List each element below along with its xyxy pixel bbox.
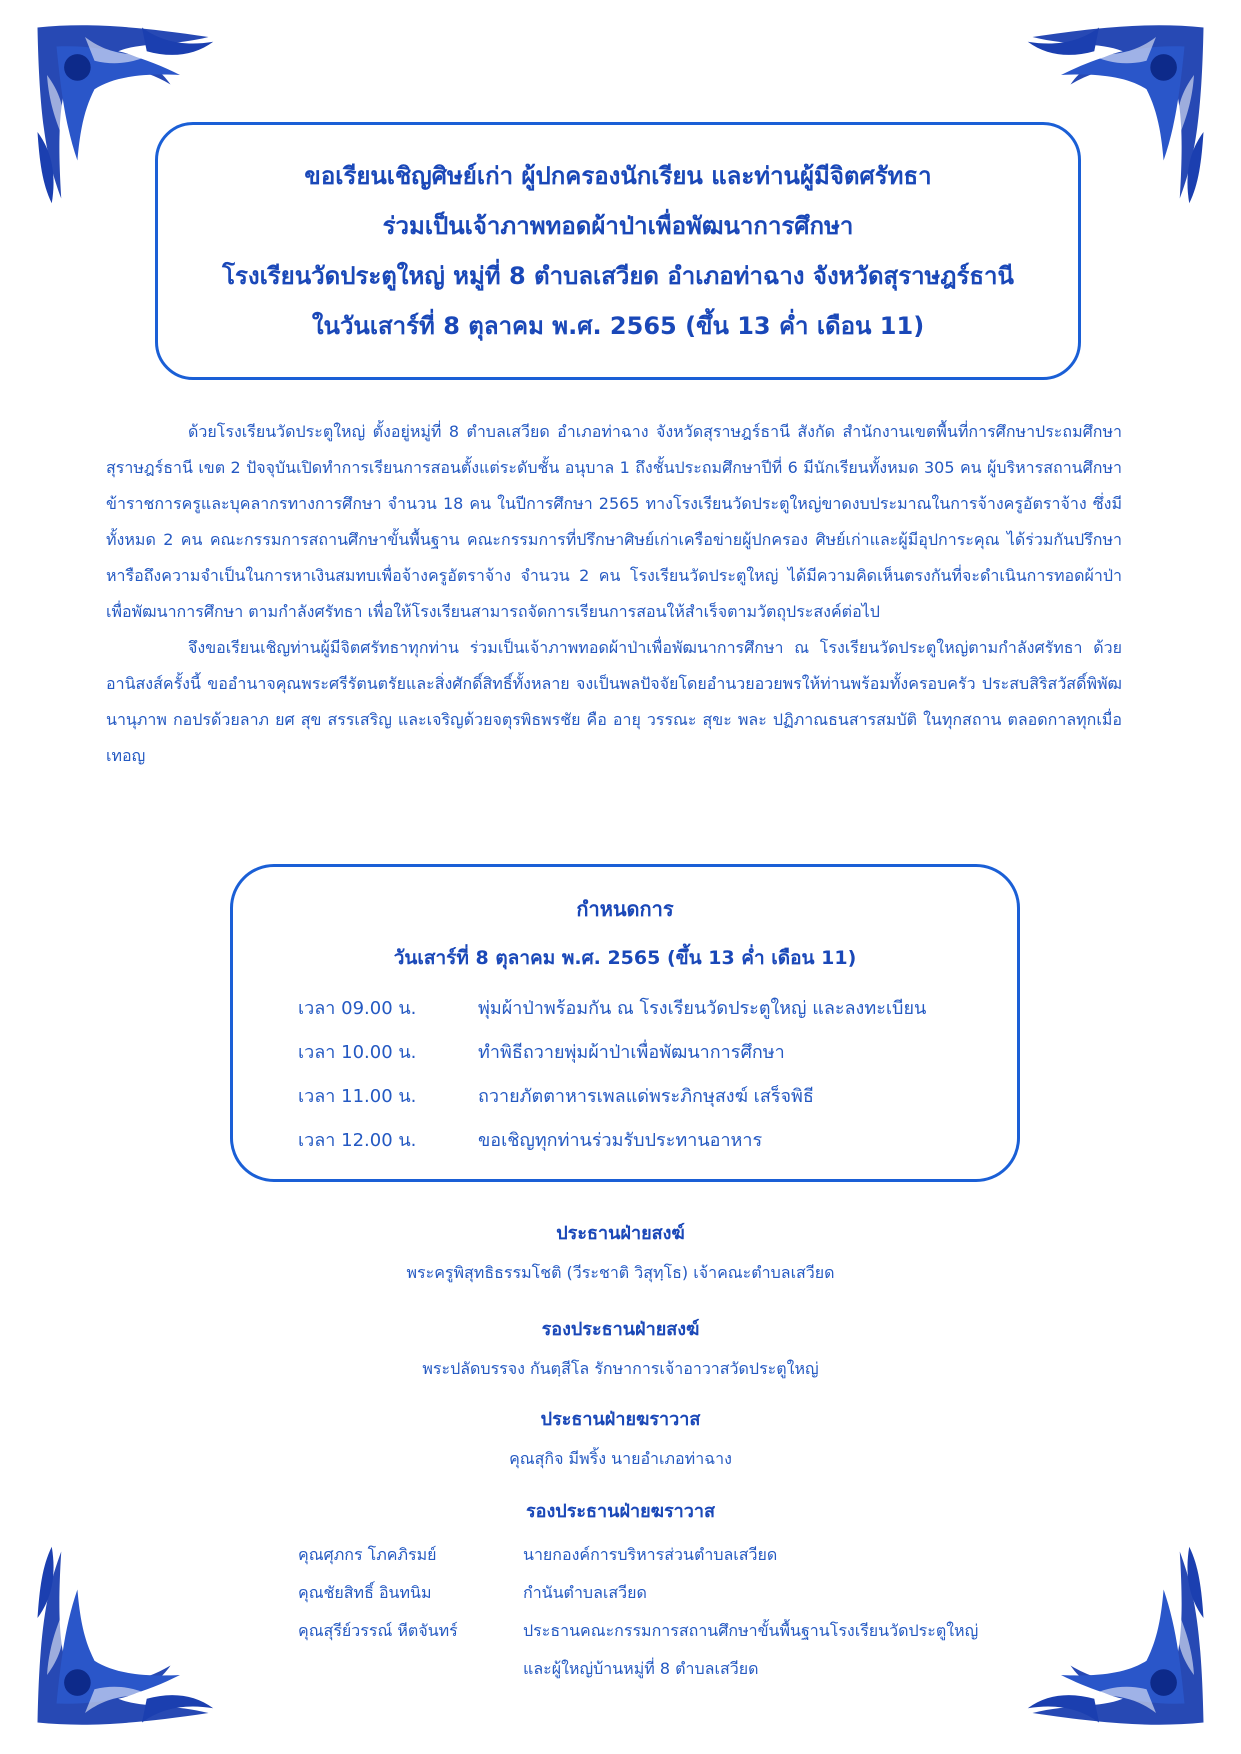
monk-vice-section (0, 1314, 1241, 1382)
schedule-desc: พุ่มผ้าป่าพร้อมกัน ณ โรงเรียนวัดประตูใหญ่ และลงทะเบียน (478, 997, 927, 1019)
monk-vice-name: พระปลัดบรรจง กันตฺสีโล รักษาการเจ้าอาวาสวัดประตูใหญ่ (422, 1359, 819, 1378)
vice-name: คุณสุรีย์วรรณ์ หีตจันทร์ (298, 1621, 458, 1640)
monk-vice-role: รองประธานฝ่ายสงฆ์ (541, 1319, 700, 1340)
schedule-row (298, 985, 998, 1029)
list-item (298, 1536, 1058, 1574)
schedule-title: กำหนดการ (576, 897, 674, 921)
schedule-time: เวลา 09.00 น. (298, 997, 417, 1019)
lay-chair-section (0, 1404, 1241, 1472)
schedule-time: เวลา 11.00 น. (298, 1085, 417, 1107)
thai-pattern-ornament-icon (28, 1542, 218, 1732)
body-paragraph-2: จึงขอเรียนเชิญท่านผู้มีจิตศรัทธาทุกท่าน ร่วมเป็นเจ้าภาพทอดผ้าป่าเพื่อพัฒนาการศึกษา ณ โรงเรียนวัดประตูใหญ่ตามกำลังศรัทธา ด้วยอานิสงส์ครั้งนี้ ขออำนาจคุณพระศรีรัตนตรัยและสิ่งศักดิ์สิทธิ์ทั้งหลาย จงเป็นพลปัจจัยโดยอำนวยอวยพรให้ท่านพร้อมทั้งครอบครัว ประสบสิริสวัสดิ์พิพัฒนานุภาพ กอปรด้วยลาภ ยศ สุข สรรเสริญ และเจริญด้วยจตุรพิธพรชัย คือ อายุ วรรณะ สุขะ พละ ปฏิภาณธนสารสมบัติ ในทุกสถาน ตลอดกาลทุกเมื่อ เทอญ (106, 638, 1122, 765)
invitation-body (106, 414, 1122, 774)
lay-chair-name: คุณสุกิจ มีพริ้ง นายอำเภอท่าฉาง (509, 1449, 732, 1468)
lay-chair-role: ประธานฝ่ายฆราวาส (540, 1409, 701, 1430)
schedule-date: วันเสาร์ที่ 8 ตุลาคม พ.ศ. 2565 (ขึ้น 13 ค่ำ เดือน 11) (393, 947, 857, 969)
vice-name: คุณศุภกร โภคภิรมย์ (298, 1545, 437, 1564)
vice-name (298, 1650, 523, 1688)
list-item (298, 1574, 1058, 1612)
schedule-row (298, 1073, 998, 1117)
schedule-desc: ถวายภัตตาหารเพลแด่พระภิกษุสงฆ์ เสร็จพิธี (478, 1085, 814, 1107)
lay-vice-list (298, 1536, 1058, 1688)
schedule-desc: ทำพิธีถวายพุ่มผ้าป่าเพื่อพัฒนาการศึกษา (478, 1041, 785, 1063)
title-line-4: ในวันเสาร์ที่ 8 ตุลาคม พ.ศ. 2565 (ขึ้น 13 ค่ำ เดือน 11) (311, 312, 925, 340)
schedule-desc: ขอเชิญทุกท่านร่วมรับประทานอาหาร (478, 1129, 763, 1151)
vice-name: คุณชัยสิทธิ์ อินทนิม (298, 1583, 432, 1602)
list-item (298, 1650, 1058, 1688)
lay-vice-role: รองประธานฝ่ายฆราวาส (526, 1501, 715, 1522)
schedule-row (298, 1117, 998, 1161)
monk-chair-section (0, 1218, 1241, 1286)
corner-ornament-bottom-left (28, 1542, 218, 1732)
vice-title: ประธานคณะกรรมการสถานศึกษาขั้นพื้นฐานโรงเรียนวัดประตูใหญ่ (523, 1621, 979, 1640)
schedule-box (230, 864, 1020, 1182)
vice-title: กำนันตำบลเสวียด (523, 1583, 647, 1602)
schedule-row (298, 1029, 998, 1073)
lay-vice-section (0, 1496, 1241, 1525)
list-item (298, 1612, 1058, 1650)
monk-chair-name: พระครูพิสุทธิธรรมโชติ (วีระชาติ วิสุทฺโธ) เจ้าคณะตำบลเสวียด (406, 1263, 835, 1282)
title-line-2: ร่วมเป็นเจ้าภาพทอดผ้าป่าเพื่อพัฒนาการศึกษา (382, 212, 854, 240)
invitation-title-box (155, 122, 1081, 380)
schedule-list (298, 985, 998, 1161)
monk-chair-role: ประธานฝ่ายสงฆ์ (556, 1223, 685, 1244)
schedule-time: เวลา 10.00 น. (298, 1041, 417, 1063)
title-line-3: โรงเรียนวัดประตูใหญ่ หมู่ที่ 8 ตำบลเสวียด อำเภอท่าฉาง จังหวัดสุราษฎร์ธานี (222, 262, 1014, 290)
body-paragraph-1: ด้วยโรงเรียนวัดประตูใหญ่ ตั้งอยู่หมู่ที่ 8 ตำบลเสวียด อำเภอท่าฉาง จังหวัดสุราษฎร์ธานี สังกัด สำนักงานเขตพื้นที่การศึกษาประถมศึกษาสุราษฎร์ธานี เขต 2 ปัจจุบันเปิดทำการเรียนการสอนตั้งแต่ระดับชั้น อนุบาล 1 ถึงชั้นประถมศึกษาปีที่ 6 มีนักเรียนทั้งหมด 305 คน ผู้บริหารสถานศึกษา ข้าราชการครูและบุคลากรทางการศึกษา จำนวน 18 คน ในปีการศึกษา 2565 ทางโรงเรียนวัดประตูใหญ่ขาดงบประมาณในการจ้างครูอัตราจ้าง ซึ่งมีทั้งหมด 2 คน คณะกรรมการสถานศึกษาขั้นพื้นฐาน คณะกรรมการที่ปรึกษาศิษย์เก่าเครือข่ายผู้ปกครอง ศิษย์เก่าและผู้มีอุปการะคุณ ได้ร่วมกันปรึกษาหารือถึงความจำเป็นในการหาเงินสมทบเพื่อจ้างครูอัตราจ้าง จำนวน 2 คน โรงเรียนวัดประตูใหญ่ ได้มีความคิดเห็นตรงกันที่จะดำเนินการทอดผ้าป่าเพื่อพัฒนาการศึกษา ตามกำลังศรัทธา เพื่อให้โรงเรียนสามารถจัดการเรียนการสอนให้สำเร็จตามวัตถุประสงค์ต่อไป (106, 422, 1122, 621)
schedule-time: เวลา 12.00 น. (298, 1129, 417, 1151)
vice-title: และผู้ใหญ่บ้านหมู่ที่ 8 ตำบลเสวียด (523, 1659, 759, 1678)
title-line-1: ขอเรียนเชิญศิษย์เก่า ผู้ปกครองนักเรียน และท่านผู้มีจิตศรัทธา (304, 162, 932, 190)
vice-title: นายกองค์การบริหารส่วนตำบลเสวียด (523, 1545, 778, 1564)
